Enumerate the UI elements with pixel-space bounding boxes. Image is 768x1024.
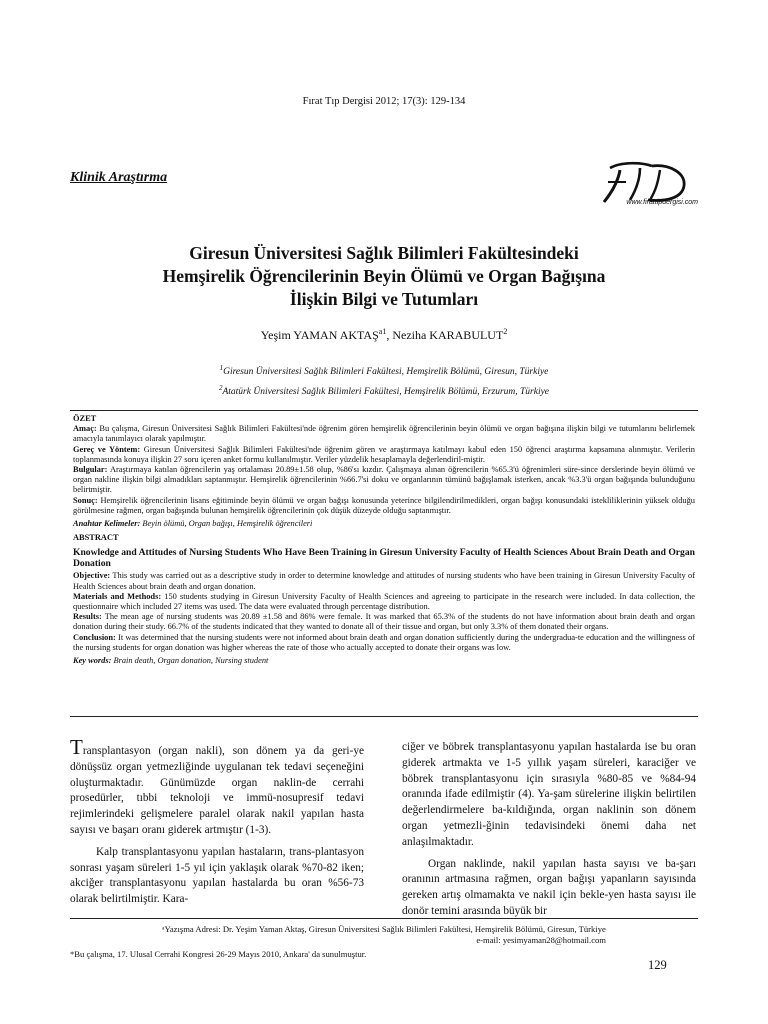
abstract-methods: Materials and Methods: 150 students studying in Giresun University Faculty of Health Sciences and agreeing to participate in the research were included. In data collection, the questionnaire which included 27 items was used. The data were evaluated through percentage distribution. bbox=[73, 591, 695, 612]
ozet-sonuc: Sonuç: Hemşirelik öğrencilerinin lisans eğitiminde beyin ölümü ve organ bağışı konusunda yeterince bilgilendirilmedikleri, organ bağışı konusundaki istekliliklerinin yüksek olduğu görülmesine rağmen, organ bağışında bulunan hemşirelik öğrencilerinin çok düşük düzeyde olduğu saptanmıştır. bbox=[73, 495, 695, 515]
body-paragraph: Kalp transplantasyonu yapılan hastaların, trans-plantasyon sonrası yaşam süreleri 1-5 yıl için yaklaşık olarak %70-82 iken; akciğer transplantasyonu yapılan hastalarda bu oran %56-73 olarak belirtilmiştir. Kara- bbox=[70, 845, 364, 906]
divider bbox=[70, 410, 698, 411]
abstract-heading: ABSTRACT bbox=[73, 533, 119, 543]
body-paragraph: ciğer ve böbrek transplantasyonu yapılan hastalarda ise bu oran giderek artmakta ve 1-5 yıllık yaşam süreleri, karaciğer ve böbrek transplantasyonu için sırasıyla %80-85 ve %84-94 oranında ifade edilmiştir (4). Ya-şam sürelerine ilişkin belirtilen değerlendirmelere ba-kıldığında, organ naklinin son dönem organ yetmezli-ğinin tedavisindeki önemi daha net anlaşılmaktadır. bbox=[402, 741, 696, 848]
section-label: Klinik Araştırma bbox=[70, 170, 168, 185]
author-sep: , bbox=[386, 328, 393, 342]
ozet-bulgular: Bulgular: Araştırmaya katılan öğrencilerin yaş ortalaması 20.89±1.58 olup, %86'sı kızdır. Çalışmaya alınan öğrencilerin %65.3'ü öğrenimleri süre-since derslerinde beyin ölümü ve organ nakline ilişkin bilgi almadıkları saptanmıştır. Hemşirelik öğrencilerinin %66.7'si doku ve organlarının tümünü bağışlamak isterken, ancak %3.3'ü organ bağışında bulunduğunu belirtmiştir. bbox=[73, 465, 695, 495]
abstract-results: Results: The mean age of nursing students was 20.89 ±1.58 and 86% were female. It was marked that 65.3% of the students do not have information about brain death and organ donation during their study. 66.7% of the students indicated that they wanted to donate all of their tissue and organ, but only 3.3% of them donated their organs. bbox=[73, 612, 695, 632]
journal-reference: Fırat Tıp Dergisi 2012; 17(3): 129-134 bbox=[302, 96, 466, 107]
title-line: Giresun Üniversitesi Sağlık Bilimleri Fakültesindeki bbox=[189, 243, 579, 263]
footnote-correspondence: ᵃYazışma Adresi: Dr. Yeşim Yaman Aktaş, Giresun Üniversitesi Sağlık Bilimleri Fakültesi, Hemşirelik Bölümü, Giresun, Türkiye bbox=[162, 924, 606, 934]
footnotes bbox=[70, 924, 698, 960]
ozet-heading: ÖZET bbox=[73, 414, 97, 423]
author-sup: 2 bbox=[503, 327, 508, 336]
affiliation bbox=[0, 364, 768, 377]
affiliation-sup: 2 bbox=[218, 384, 223, 392]
ozet-keywords: Anahtar Kelimeler: Beyin ölümü, Organ bağışı, Hemşirelik öğrencileri bbox=[73, 519, 313, 529]
affiliation bbox=[0, 384, 768, 397]
article-title bbox=[90, 242, 678, 311]
author-sup: a1 bbox=[378, 327, 387, 336]
ozet-gerec: Gereç ve Yöntem: Giresun Üniversitesi Sağlık Bilimleri Fakültesi'nde öğrenim gören ve araştırmaya katılmayı kabul eden 150 öğrenci araştırma kapsamına alınmıştır. Verilerin toplanmasında konuya ilişkin 27 soru içeren anket formu kullanılmıştır. Veriler yüzdelik hesaplamayla değerlendiril-miştir. bbox=[73, 444, 695, 464]
english-title: Knowledge and Attitudes of Nursing Students Who Have Been Training in Giresun University Faculty of Health Sciences About Brain Death and Organ Donation bbox=[73, 547, 695, 570]
body-column-left bbox=[70, 735, 364, 908]
page-number: 129 bbox=[648, 958, 667, 972]
drop-cap: T bbox=[70, 735, 83, 759]
body-column-right bbox=[402, 740, 696, 920]
affiliation-sup: 1 bbox=[219, 364, 224, 372]
journal-url: www.firattipdergisi.com bbox=[626, 199, 698, 206]
abstract-objective: Objective: This study was carried out as a descriptive study in order to determine knowledge and attitudes of nursing students who have been training in Giresun University Faculty of Health Sciences about brain death and organ donation. bbox=[73, 571, 695, 591]
title-line: Hemşirelik Öğrencilerinin Beyin Ölümü ve Organ Bağışına bbox=[162, 266, 606, 286]
affiliation-text: Atatürk Üniversitesi Sağlık Bilimleri Fakültesi, Hemşirelik Bölümü, Erzurum, Türkiye bbox=[222, 387, 550, 398]
abstract-conclusion: Conclusion: It was determined that the nursing students were not informed about brain death and organ donation sufficiently during the undergradua-te education and the willingness of the nursing students for organ donation was higher whereas the rate of those who actually accepted to donate their organs was low. bbox=[73, 632, 695, 652]
footnote-divider bbox=[70, 918, 698, 919]
title-line: İlişkin Bilgi ve Tutumları bbox=[289, 289, 479, 309]
footnote-email[interactable]: e-mail: yesimyaman28@hotmail.com bbox=[476, 935, 606, 945]
abstract-box bbox=[73, 414, 695, 666]
body-paragraph: Organ naklinde, nakil yapılan hasta sayısı ve ba-şarı oranının artmasına rağmen, organ bağışı yapanların sayısında gereken artış olmamakta ve nakil için bekle-yen hasta sayısı ile donör temini arasında büyük bir bbox=[402, 857, 696, 917]
footnote-presentation: *Bu çalışma, 17. Ulusal Cerrahi Kongresi 26-29 Mayıs 2010, Ankara' da sunulmuştur. bbox=[70, 949, 367, 959]
author-list bbox=[0, 327, 768, 343]
ozet-amac: Amaç: Bu çalışma, Giresun Üniversitesi Sağlık Bilimleri Fakültesi'nde öğrenim gören hemşirelik öğrencilerinin beyin ölümü ve organ bağışına ilişkin bilgi ve tutumlarını belirlemek amacıyla tanımlayıcı olarak yapılmıştır. bbox=[73, 424, 695, 444]
author-name: Yeşim YAMAN AKTAŞ bbox=[260, 328, 379, 342]
author-name: Neziha KARABULUT bbox=[392, 328, 504, 342]
divider bbox=[70, 716, 698, 717]
affiliation-text: Giresun Üniversitesi Sağlık Bilimleri Fakültesi, Hemşirelik Bölümü, Giresun, Türkiye bbox=[223, 367, 549, 378]
abstract-keywords: Key words: Brain death, Organ donation, Nursing student bbox=[73, 656, 269, 666]
body-paragraph: Transplantasyon (organ nakli), son dönem ya da geri-ye dönüşsüz organ yetmezliğinde uygulanan tek tedavi seçeneğini oluşturmaktadır. Günümüzde organ naklin-de cerrahi prosedürler, tıbbi teknoloji ve immü-nosupresif tedavi rejimlerindeki gelişmelere paralel olarak nakil yapılan hasta sayısı ve başarı oranı giderek artmıştır (1-3). bbox=[70, 735, 364, 836]
